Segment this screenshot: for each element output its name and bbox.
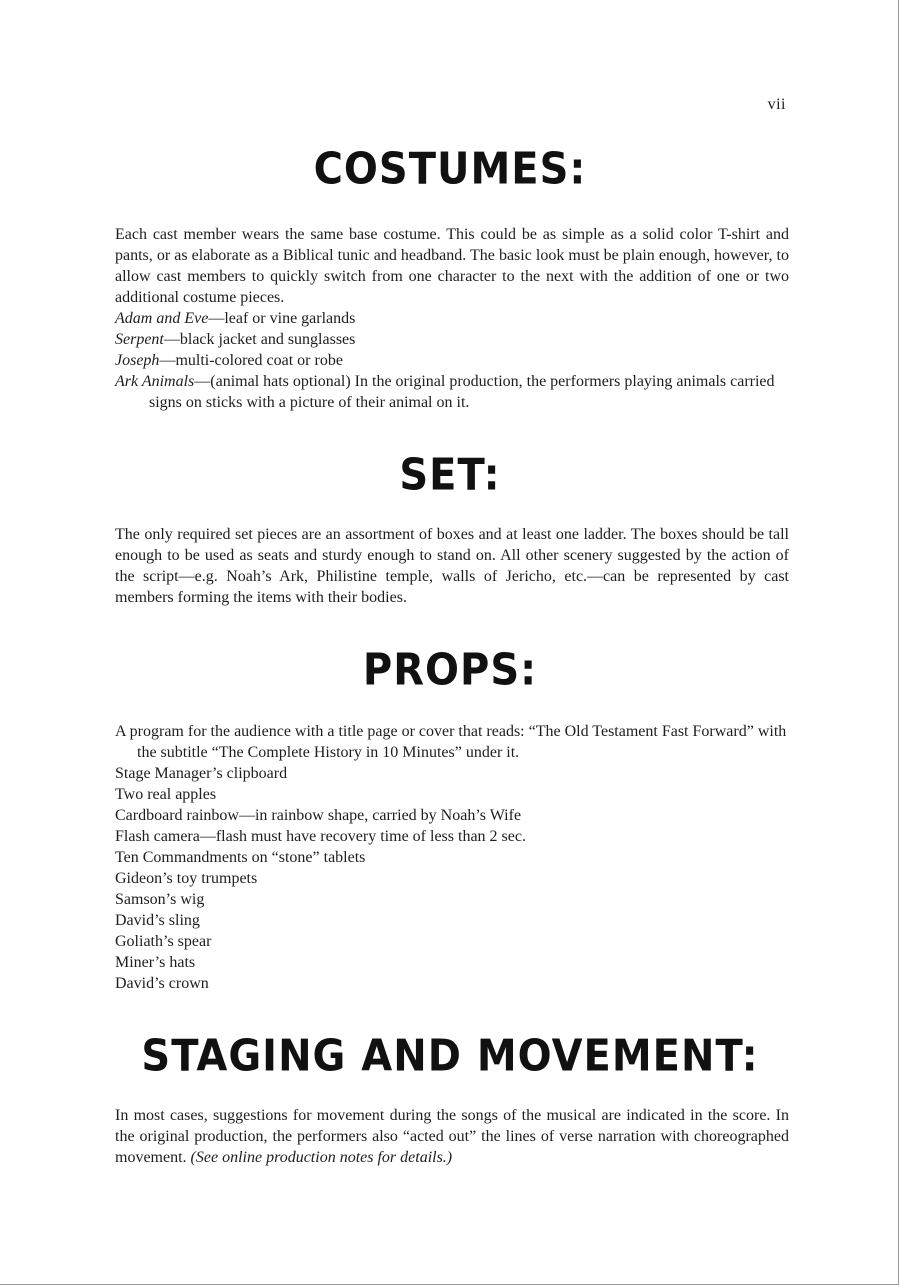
costume-item [115, 350, 789, 371]
set-text: The only required set pieces are an assortment of boxes and at least one ladder. The boxes should be tall enough to be used as seats and sturdy enough to stand on. All other scenery suggested by the action of the script—e.g. Noah’s Ark, Philistine temple, walls of Jericho, etc.—can be represented by cast members forming the items with their bodies. [115, 526, 789, 606]
costume-description: —(animal hats optional) In the original production, the performers playing animals carried signs on sticks with a picture of their animal on it. [149, 373, 775, 411]
staging-body: In most cases, suggestions for movement during the songs of the musical are indicated in the score. In the original production, the performers also “acted out” the lines of verse narration with choreographed movement. [115, 1107, 789, 1166]
costume-character: Ark Animals [115, 373, 195, 390]
staging-text [115, 1105, 789, 1168]
prop-item: Goliath’s spear [115, 933, 212, 950]
costume-item [115, 329, 789, 350]
prop-item: A program for the audience with a title page or cover that reads: “The Old Testament Fast Forward” with the subtitle “The Complete History in 10 Minutes” under it. [115, 723, 787, 761]
costume-description: —multi-colored coat or robe [159, 352, 343, 369]
page-number: vii [767, 96, 786, 113]
props-list [115, 721, 789, 994]
staging-section [115, 1105, 789, 1168]
costumes-intro: Each cast member wears the same base costume. This could be as simple as a solid color T-shirt and pants, or as elaborate as a Biblical tunic and headband. The basic look must be plain enough, however, to allow cast members to quickly switch from one character to the next with the addition of one or two additional costume pieces. [115, 226, 789, 306]
costume-description: —leaf or vine garlands [208, 310, 356, 327]
costume-description: —black jacket and sunglasses [163, 331, 356, 348]
costume-character: Adam and Eve [115, 310, 209, 327]
set-heading: SET: [399, 449, 501, 501]
prop-item: David’s sling [115, 912, 200, 929]
costumes-heading: COSTUMES: [313, 143, 587, 195]
prop-item: Ten Commandments on “stone” tablets [115, 849, 366, 866]
set-section [115, 524, 789, 608]
props-heading: PROPS: [362, 644, 538, 696]
prop-item: Flash camera—flash must have recovery time of less than 2 sec. [115, 828, 526, 845]
prop-item: Miner’s hats [115, 954, 196, 971]
costume-character: Joseph [115, 352, 160, 369]
prop-item: Stage Manager’s clipboard [115, 765, 288, 782]
prop-item: David’s crown [115, 975, 209, 992]
costume-character: Serpent [115, 331, 164, 348]
prop-item: Samson’s wig [115, 891, 205, 908]
costumes-section [115, 224, 789, 413]
staging-heading: STAGING AND MOVEMENT: [141, 1030, 759, 1082]
prop-item: Gideon’s toy trumpets [115, 870, 258, 887]
staging-note: (See online production notes for details.) [190, 1149, 453, 1166]
costume-item [115, 371, 789, 413]
prop-item: Two real apples [115, 786, 217, 803]
costume-item [115, 308, 789, 329]
prop-item: Cardboard rainbow—in rainbow shape, carried by Noah’s Wife [115, 807, 522, 824]
